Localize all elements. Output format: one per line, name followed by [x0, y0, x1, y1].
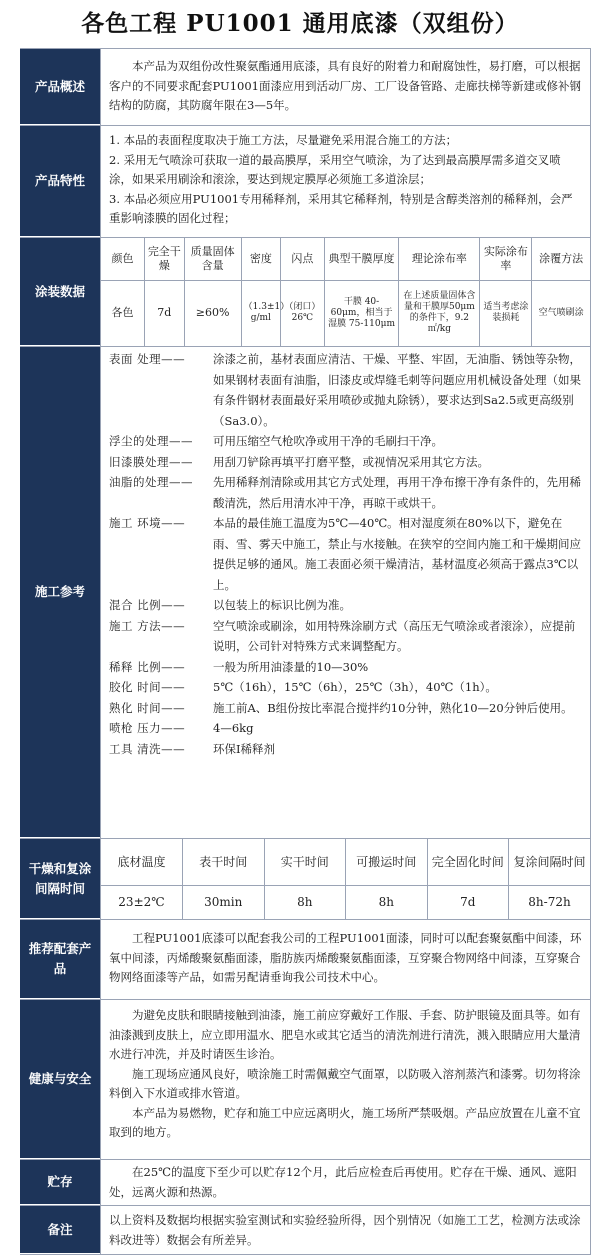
drying-header: 复涂间隔时间	[509, 839, 591, 885]
drying-value: 8h-72h	[509, 885, 591, 919]
coating-header: 典型干膜厚度	[324, 238, 399, 280]
recommended-text: 工程PU1001底漆可以配套我公司的工程PU1001面漆，同时可以配套聚氨酯中间漆，环氧中间漆，丙烯酸聚氨酯面漆，脂肪族丙烯酸聚氨酯面漆，互穿聚合物网络中间漆，互穿聚合物网络面漆等产品，如需另配请垂询我公司技术中心。	[109, 931, 582, 984]
storage-row	[20, 1159, 591, 1205]
construction-item: 表面 处理—— 涂漆之前，基材表面应清洁、干燥、平整、牢固，无油脂、锈蚀等杂物，如果钢材表面有油脂，旧漆皮或焊缝毛刺等问题应用机械设备处理（如果有条件钢材表面最好采用喷砂或抛丸除锈），要求达到Sa2.5或更高级别（Sa3.0）。	[109, 352, 581, 428]
coating-value: 7d	[145, 280, 184, 346]
recommended-row	[20, 919, 591, 999]
construction-list	[101, 347, 590, 759]
coating-header: 涂覆方法	[532, 238, 590, 280]
drying-header: 表干时间	[183, 839, 265, 885]
coating-header: 实际涂布率	[480, 238, 532, 280]
construction-row	[20, 346, 591, 838]
construction-item: 浮尘的处理—— 可用压缩空气枪吹净或用干净的毛刷扫干净。	[109, 434, 443, 448]
drying-header: 底材温度	[101, 839, 183, 885]
construction-item: 熟化 时间—— 施工前A、B组份按比率混合搅拌约10分钟，熟化10—20分钟后使用。	[109, 700, 573, 715]
safety-label: 健康与安全	[20, 1000, 100, 1159]
feature-item: 1. 本品的表面程度取决于施工方法，尽量避免采用混合施工的方法；	[109, 133, 458, 147]
drying-header: 实干时间	[264, 839, 346, 885]
drying-label: 干燥和复涂间隔时间	[20, 839, 100, 919]
coating-data-table	[101, 238, 590, 346]
features-label: 产品特性	[20, 126, 100, 237]
coating-header: 密度	[241, 238, 280, 280]
feature-item: 2. 采用无气喷涂可获取一道的最高膜厚，采用空气喷涂，为了达到最高膜厚需多道交叉喷涂，如果采用刷涂和滚涂，要达到规定膜厚必须施工多道涂层；	[109, 152, 561, 186]
construction-item: 喷枪 压力—— 4—6kg	[109, 721, 254, 735]
coating-data-row	[20, 237, 591, 346]
safety-paragraph: 本产品为易燃物，贮存和施工中应远离明火，施工场所严禁吸烟。产品应放置在儿童不宜取到的地方。	[109, 1105, 581, 1139]
coating-header: 颜色	[101, 238, 145, 280]
coating-value: （1.3±1）g/ml	[241, 280, 280, 346]
coating-header: 理论涂布率	[399, 238, 480, 280]
notes-text: 以上资料及数据均根据实验室测试和实验经验所得，因个别情况（如施工工艺，检测方法或涂料改进等）数据会有所差异。	[109, 1213, 581, 1247]
coating-value: 干膜 40-60μm，相当于湿膜 75-110μm	[324, 280, 399, 346]
notes-label: 备注	[20, 1206, 100, 1254]
coating-value: 在上述质量固体含量和干膜厚50μm的条件下，9.2㎡/kg	[399, 280, 480, 346]
safety-paragraph: 施工现场应通风良好，喷涂施工时需佩戴空气面罩，以防吸入溶剂蒸汽和漆雾。切勿将涂料倒入下水道或排水管道。	[109, 1066, 581, 1100]
coating-header: 质量固体含量	[184, 238, 241, 280]
coating-value: 各色	[101, 280, 145, 346]
drying-value: 30min	[183, 885, 265, 919]
coating-value: ≥60%	[184, 280, 241, 346]
drying-value: 8h	[264, 885, 346, 919]
drying-table	[101, 839, 590, 919]
overview-label: 产品概述	[20, 49, 100, 125]
coating-header: 闪点	[281, 238, 325, 280]
construction-item: 施工 环境—— 本品的最佳施工温度为5℃—40℃。相对湿度须在80%以下，避免在雨、雪、雾天中施工，禁止与水接触。在狭窄的空间内施工和干燥期间应提供足够的通风。施工表面必须干燥清洁，基材温度必须高于露点3℃以上。	[109, 516, 581, 592]
drying-header: 可搬运时间	[346, 839, 428, 885]
drying-value: 7d	[427, 885, 509, 919]
construction-label: 施工参考	[20, 347, 100, 838]
construction-item: 油脂的处理—— 先用稀释剂清除或用其它方式处理，再用干净布擦干净有条件的，先用稀酸清洗，然后用清水冲干净，再晾干或烘干。	[109, 475, 581, 510]
coating-header: 完全干燥	[145, 238, 184, 280]
construction-item: 旧漆膜处理—— 用刮刀铲除再填平打磨平整，或视情况采用其它方法。	[109, 454, 489, 469]
drying-value: 8h	[346, 885, 428, 919]
drying-value: 23±2℃	[101, 885, 183, 919]
construction-item: 工具 清洗—— 环保Ⅰ稀释剂	[109, 741, 276, 756]
overview-text: 本产品为双组份改性聚氨酯通用底漆，具有良好的附着力和耐腐蚀性，易打磨，可以根据客户的不同要求配套PU1001面漆应用到活动厂房、工厂设备管路、走廊扶梯等新建或修补钢结构的防腐，其防腐年限在3—5年。	[109, 59, 581, 112]
coating-data-label: 涂装数据	[20, 238, 100, 346]
drying-header: 完全固化时间	[427, 839, 509, 885]
feature-item: 3. 本品必须应用PU1001专用稀释剂，采用其它稀释剂，特别是含醇类溶剂的稀释剂，会严重影响漆膜的固化过程；	[109, 191, 573, 225]
recommended-label: 推荐配套产品	[20, 920, 100, 999]
construction-item: 胶化 时间—— 5℃（16h），15℃（6h），25℃（3h），40℃（1h）。	[109, 680, 497, 694]
coating-value: 空气喷刷涂	[532, 280, 590, 346]
safety-row	[20, 999, 591, 1159]
storage-text: 在25℃的温度下至少可以贮存12个月，此后应检查后再使用。贮存在干燥、通风、遮阳处，远离火源和热源。	[109, 1165, 577, 1199]
features-list	[101, 126, 590, 229]
coating-value: 适当考虑涂装损耗	[480, 280, 532, 346]
construction-item: 稀释 比例—— 一般为所用油漆量的10—30%	[109, 659, 369, 674]
safety-text	[101, 1000, 590, 1143]
construction-item: 施工 方法—— 空气喷涂或刷涂，如用特殊涂刷方式（高压无气喷涂或者滚涂），应提前说明，公司针对特殊方式来调整配方。	[109, 618, 576, 653]
drying-row	[20, 838, 591, 919]
page-title: 各色工程 PU1001 通用底漆（双组份）	[81, 10, 519, 37]
coating-value: （闭口）26℃	[281, 280, 325, 346]
storage-label: 贮存	[20, 1160, 100, 1205]
construction-item: 混合 比例—— 以包装上的标识比例为准。	[109, 598, 351, 612]
safety-paragraph: 为避免皮肤和眼睛接触到油漆，施工前应穿戴好工作服、手套、防护眼镜及面具等。如有油漆溅到皮肤上，应立即用温水、肥皂水或其它适当的清洗剂进行清洗，溅入眼睛应用大量清水进行冲洗，并及时请医生诊治。	[109, 1008, 581, 1061]
notes-row	[20, 1205, 591, 1255]
features-row	[20, 125, 591, 237]
overview-row	[20, 48, 591, 125]
